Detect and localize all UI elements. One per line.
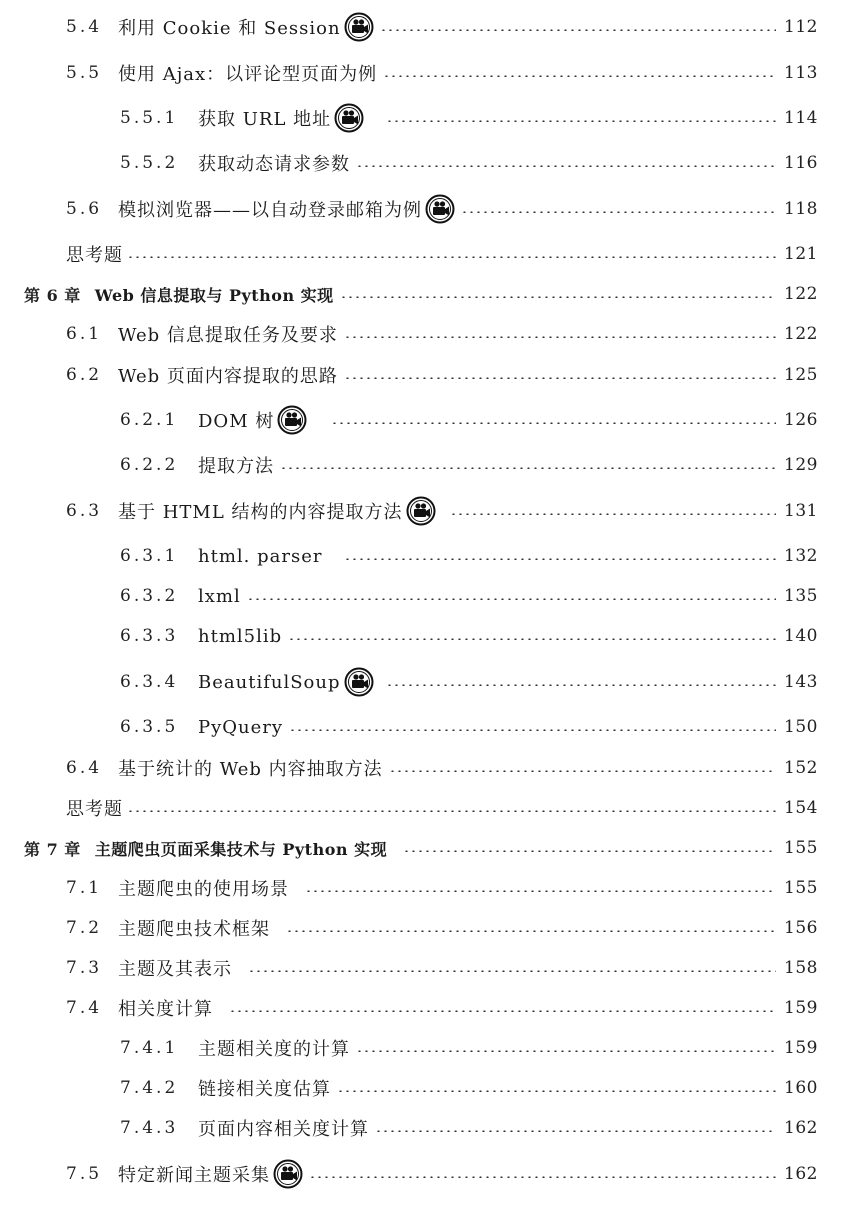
entry-number: 6.4 <box>66 758 103 778</box>
dot-leader <box>288 638 776 640</box>
toc-entry-exercises <box>66 237 818 271</box>
page-number: 118 <box>784 199 818 219</box>
dot-leader <box>289 729 776 731</box>
entry-number: 6.3 <box>66 501 103 521</box>
toc-entry <box>120 403 818 437</box>
page-number: 143 <box>784 672 818 692</box>
dot-leader <box>461 211 776 213</box>
entry-number: 6.2 <box>66 365 103 385</box>
page-number: 156 <box>784 918 818 938</box>
dot-leader <box>305 890 776 892</box>
video-camera-icon <box>406 496 436 526</box>
entry-title: 使用 Ajax：以评论型页面为例 <box>118 64 378 85</box>
chapter-title: Web 信息提取与 Python 实现 <box>94 285 334 305</box>
entry-number: 7.5 <box>66 1164 103 1184</box>
entry-title: 相关度计算 <box>118 999 213 1020</box>
dot-leader <box>229 1010 776 1012</box>
dot-leader <box>344 377 776 379</box>
dot-leader <box>450 513 777 515</box>
page-number: 159 <box>784 998 818 1018</box>
entry-title: 主题爬虫技术框架 <box>118 919 270 940</box>
video-camera-icon <box>277 405 307 435</box>
toc-entry <box>120 1071 818 1105</box>
entry-title: 主题爬虫的使用场景 <box>118 879 289 900</box>
entry-number: 6.2.2 <box>120 455 179 475</box>
entry-title: 利用 Cookie 和 Session <box>118 18 341 39</box>
entry-title: html. parser <box>198 545 323 567</box>
toc-entry <box>66 1157 818 1191</box>
toc-entry <box>120 1031 818 1065</box>
entry-title: PyQuery <box>198 716 284 738</box>
page-number: 140 <box>784 626 818 646</box>
dot-leader <box>389 770 776 772</box>
dot-leader <box>380 29 776 31</box>
video-camera-icon <box>425 194 455 224</box>
entry-number: 7.4.1 <box>120 1038 179 1058</box>
page-number: 125 <box>784 365 818 385</box>
dot-leader <box>337 1090 776 1092</box>
dot-leader <box>247 598 776 600</box>
page-number: 131 <box>784 501 818 521</box>
toc-entry <box>120 146 818 180</box>
entry-number: 7.3 <box>66 958 103 978</box>
toc-entry-exercises <box>66 791 818 825</box>
toc-entry <box>120 619 818 653</box>
page-number: 126 <box>784 410 818 430</box>
page-number: 159 <box>784 1038 818 1058</box>
page-number: 122 <box>784 324 818 344</box>
entry-title: BeautifulSoup <box>198 671 341 693</box>
toc-entry <box>120 710 818 744</box>
entry-number: 7.2 <box>66 918 103 938</box>
entry-number: 7.1 <box>66 878 103 898</box>
dot-leader <box>286 930 776 932</box>
entry-title: Web 页面内容提取的思路 <box>118 366 338 387</box>
entry-title: html5lib <box>198 625 283 647</box>
video-camera-icon <box>334 103 364 133</box>
toc-entry <box>66 10 818 44</box>
entry-number: 6.1 <box>66 324 103 344</box>
dot-leader <box>383 75 776 77</box>
dot-leader <box>356 1050 776 1052</box>
page-number: 162 <box>784 1164 818 1184</box>
video-camera-icon <box>344 667 374 697</box>
toc-entry <box>120 665 818 699</box>
dot-leader <box>344 558 776 560</box>
entry-title: 基于 HTML 结构的内容提取方法 <box>118 502 403 523</box>
toc-entry <box>120 448 818 482</box>
entry-number: 5.5.2 <box>120 153 179 173</box>
toc-entry <box>66 911 818 945</box>
dot-leader <box>386 120 776 122</box>
entry-number: 6.2.1 <box>120 410 179 430</box>
entry-title: 主题相关度的计算 <box>198 1039 350 1060</box>
toc-chapter <box>24 831 818 865</box>
page-number: 122 <box>784 284 818 304</box>
dot-leader <box>309 1176 776 1178</box>
toc-entry <box>66 317 818 351</box>
dot-leader <box>375 1130 776 1132</box>
page-number: 113 <box>784 63 818 83</box>
entry-title: 获取 URL 地址 <box>198 109 332 130</box>
entry-number: 6.3.5 <box>120 717 179 737</box>
entry-number: 6.3.3 <box>120 626 179 646</box>
page-number: 114 <box>784 108 818 128</box>
page-number: 162 <box>784 1118 818 1138</box>
page-number: 135 <box>784 586 818 606</box>
dot-leader <box>344 336 776 338</box>
toc-entry <box>66 56 818 90</box>
chapter-number: 第 7 章 <box>24 839 81 859</box>
entry-number: 7.4.3 <box>120 1118 179 1138</box>
entry-number: 7.4.2 <box>120 1078 179 1098</box>
entry-title: 获取动态请求参数 <box>198 154 350 175</box>
entry-number: 6.3.1 <box>120 546 179 566</box>
toc-entry <box>66 358 818 392</box>
entry-title: 主题及其表示 <box>118 959 232 980</box>
toc-entry <box>66 951 818 985</box>
entry-number: 5.4 <box>66 17 103 37</box>
page-number: 155 <box>784 878 818 898</box>
entry-title: DOM 树 <box>198 411 275 432</box>
page-number: 158 <box>784 958 818 978</box>
entry-title: 基于统计的 Web 内容抽取方法 <box>118 759 383 780</box>
entry-number: 5.5 <box>66 63 103 83</box>
page-number: 121 <box>784 244 818 264</box>
page-number: 150 <box>784 717 818 737</box>
entry-title: 页面内容相关度计算 <box>198 1119 369 1140</box>
toc-chapter <box>24 277 818 311</box>
dot-leader <box>386 684 777 686</box>
entry-number: 5.6 <box>66 199 103 219</box>
toc-entry <box>66 991 818 1025</box>
video-camera-icon <box>344 12 374 42</box>
entry-title: 思考题 <box>66 799 123 820</box>
chapter-title: 主题爬虫页面采集技术与 Python 实现 <box>94 839 388 859</box>
dot-leader <box>127 810 776 812</box>
entry-number: 6.3.2 <box>120 586 179 606</box>
entry-title: 链接相关度估算 <box>198 1079 331 1100</box>
toc-entry <box>66 494 818 528</box>
toc-entry <box>120 539 818 573</box>
dot-leader <box>127 256 776 258</box>
video-camera-icon <box>273 1159 303 1189</box>
entry-title: 特定新闻主题采集 <box>118 1165 270 1186</box>
chapter-number: 第 6 章 <box>24 285 81 305</box>
dot-leader <box>356 165 776 167</box>
entry-number: 5.5.1 <box>120 108 179 128</box>
toc-entry <box>120 1111 818 1145</box>
dot-leader <box>340 296 776 298</box>
dot-leader <box>280 467 776 469</box>
page-number: 154 <box>784 798 818 818</box>
entry-number: 7.4 <box>66 998 103 1018</box>
dot-leader <box>248 970 776 972</box>
entry-title: 思考题 <box>66 245 123 266</box>
toc-entry <box>66 192 818 226</box>
dot-leader <box>331 422 776 424</box>
entry-title: lxml <box>198 585 241 607</box>
entry-number: 6.3.4 <box>120 672 179 692</box>
entry-title: 提取方法 <box>198 456 274 477</box>
toc-entry <box>120 579 818 613</box>
toc-entry <box>66 871 818 905</box>
entry-title: Web 信息提取任务及要求 <box>118 325 338 346</box>
page-number: 112 <box>784 17 818 37</box>
dot-leader <box>403 850 776 852</box>
entry-title: 模拟浏览器——以自动登录邮箱为例 <box>118 200 422 221</box>
page-number: 155 <box>784 838 818 858</box>
toc-entry <box>120 101 818 135</box>
page-number: 160 <box>784 1078 818 1098</box>
page-number: 129 <box>784 455 818 475</box>
page-number: 152 <box>784 758 818 778</box>
page-number: 116 <box>784 153 818 173</box>
toc-entry <box>66 751 818 785</box>
page-number: 132 <box>784 546 818 566</box>
